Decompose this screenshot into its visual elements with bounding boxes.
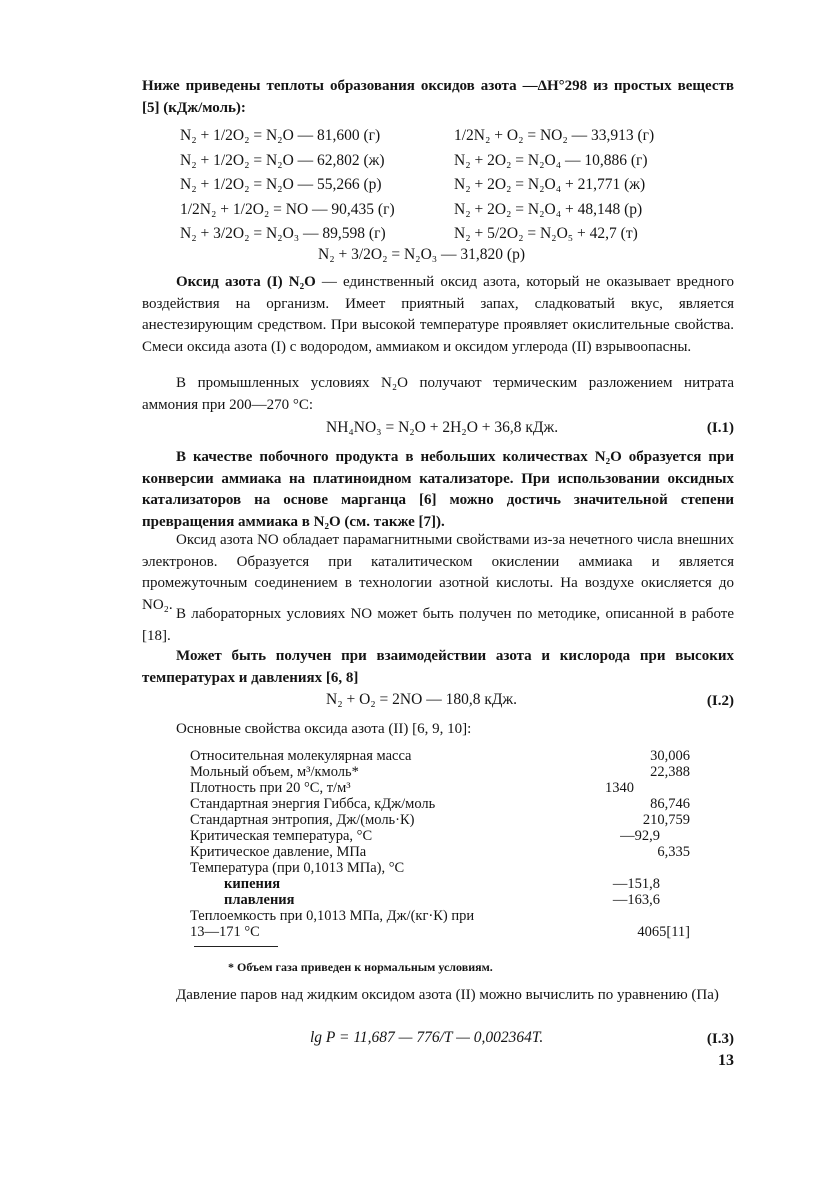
equation-1-number: (I.1): [706, 420, 734, 436]
paragraph-synthesis: Может быть получен при взаимодействии азота и кислорода при высоких температурах и давлениях [6, 8]: [142, 648, 734, 686]
page-number: 13: [718, 1052, 734, 1069]
property-label: 13—171 °С: [190, 924, 260, 940]
property-value: 22,388: [650, 764, 690, 780]
reaction-left: N₂ + 1/2O₂ = N₂O — 55,266 (р): [180, 176, 382, 193]
property-value: 1340: [605, 780, 634, 796]
property-label: Теплоемкость при 0,1013 МПа, Дж/(кг·К) при: [190, 908, 475, 924]
property-value: —151,8: [612, 876, 660, 892]
paragraph-production: В промышленных условиях N₂O получают термическим разложением нитрата аммония при 200—270 °С:: [142, 375, 734, 413]
reaction-center: N₂ + 3/2O₂ = N₂O₃ — 31,820 (р): [318, 246, 526, 263]
property-label: Относительная молекулярная масса: [190, 748, 412, 764]
property-row: [190, 876, 690, 892]
reaction-right: N₂ + 2O₂ = N₂O₄ + 48,148 (р): [454, 200, 643, 218]
property-row: [190, 812, 690, 828]
equation-1: NH₄NO₃ = N₂O + 2H₂O + 36,8 кДж.: [326, 419, 559, 436]
property-label: Температура (при 0,1013 МПа), °С: [190, 860, 405, 876]
property-row: [190, 828, 690, 844]
reaction-right: N₂ + 2O₂ = N₂O₄ + 21,771 (ж): [454, 176, 646, 193]
equation-2: N₂ + O₂ = 2NO — 180,8 кДж.: [326, 691, 518, 708]
property-label: Плотность при 20 °С, т/м³: [190, 780, 351, 796]
property-value: —163,6: [612, 892, 660, 908]
property-value: 4065[11]: [637, 924, 690, 940]
property-label: Стандартная энергия Гиббса, кДж/моль: [190, 796, 436, 812]
properties-table: [190, 748, 690, 940]
property-row: [190, 860, 690, 876]
paragraph-byproduct: В качестве побочного продукта в небольших количествах N₂O образуется при конверсии аммиака на платиноидном катализаторе. При использовании оксидных катализаторов на основе марганца [6] можно достичь значительной степени превращения аммиака в N₂O (см. также [7]).: [142, 449, 734, 530]
reaction-left: N₂ + 1/2O₂ = N₂O — 62,802 (ж): [180, 151, 385, 169]
property-row: [190, 780, 690, 796]
reactions-left-column: [180, 124, 395, 247]
property-row: [190, 892, 690, 908]
property-row: [190, 844, 690, 860]
reaction-right: 1/2N₂ + O₂ = NO₂ — 33,913 (г): [454, 127, 655, 144]
property-row: [190, 908, 690, 924]
property-label: Стандартная энтропия, Дж/(моль·К): [190, 812, 415, 828]
property-row: [190, 748, 690, 764]
reactions-right-column: [454, 124, 654, 247]
paragraph-vapor-pressure: Давление паров над жидким оксидом азота (II) можно вычислить по уравнению (Па): [176, 987, 719, 1003]
property-value: 30,006: [650, 748, 690, 764]
property-value: 6,335: [657, 844, 690, 860]
paragraph-no: Оксид азота NO обладает парамагнитными свойствами из-за нечетного числа внешних электронов. Образуется при каталитическом окислении аммиака и является промежуточным соединением в технологии азотной кислоты. На воздухе окисляется до NO₂.: [142, 532, 734, 613]
reaction-right: N₂ + 2O₂ = N₂O₄ — 10,886 (г): [454, 151, 648, 169]
property-label: Критическая температура, °С: [190, 828, 373, 844]
property-label: кипения: [224, 876, 281, 892]
property-row: [190, 764, 690, 780]
property-label: Мольный объем, м³/кмоль*: [190, 764, 359, 780]
reaction-left: N₂ + 1/2O₂ = N₂O — 81,600 (г): [180, 127, 381, 144]
reaction-left: 1/2N₂ + 1/2O₂ = NO — 90,435 (г): [180, 200, 395, 218]
footnote: * Объем газа приведен к нормальным условиям.: [228, 960, 493, 974]
paragraph-n2o: [142, 272, 734, 358]
equation-3: lg P = 11,687 — 776/T — 0,002364T.: [310, 1029, 544, 1046]
properties-title: Основные свойства оксида азота (II) [6, 9, 10]:: [176, 721, 472, 737]
equation-3-number: (I.3): [706, 1031, 734, 1047]
property-row: [190, 924, 690, 940]
property-row: [190, 796, 690, 812]
property-value: 210,759: [642, 812, 690, 828]
property-label: плавления: [224, 892, 295, 908]
intro-paragraph: Ниже приведены теплоты образования оксидов азота —ΔH°298 из простых веществ [5] (кДж/моль):: [142, 78, 734, 116]
equation-2-number: (I.2): [706, 693, 734, 709]
property-label: Критическое давление, МПа: [190, 844, 367, 860]
reaction-right: N₂ + 5/2O₂ = N₂O₅ + 42,7 (т): [454, 225, 638, 242]
paragraph-n2o-heading: Оксид азота (I) N₂O: [176, 274, 316, 290]
property-value: —92,9: [620, 828, 660, 844]
reaction-left: N₂ + 3/2O₂ = N₂O₃ — 89,598 (г): [180, 225, 386, 242]
paragraph-lab: В лабораторных условиях NO может быть получен по методике, описанной в работе [18].: [142, 606, 734, 644]
property-value: 86,746: [650, 796, 690, 812]
footnote-divider: [194, 946, 278, 947]
paragraph-n2o-text: — единственный оксид азота, который не оказывает вредного воздействия на организм. Имеет приятный запах, сладковатый вкус, является анестезирующим средством. При высокой температуре проявляет окислительные свойства. Смеси оксида азота (I) с водородом, аммиаком и оксидом углерода (II) взрывоопасны.: [142, 274, 734, 355]
